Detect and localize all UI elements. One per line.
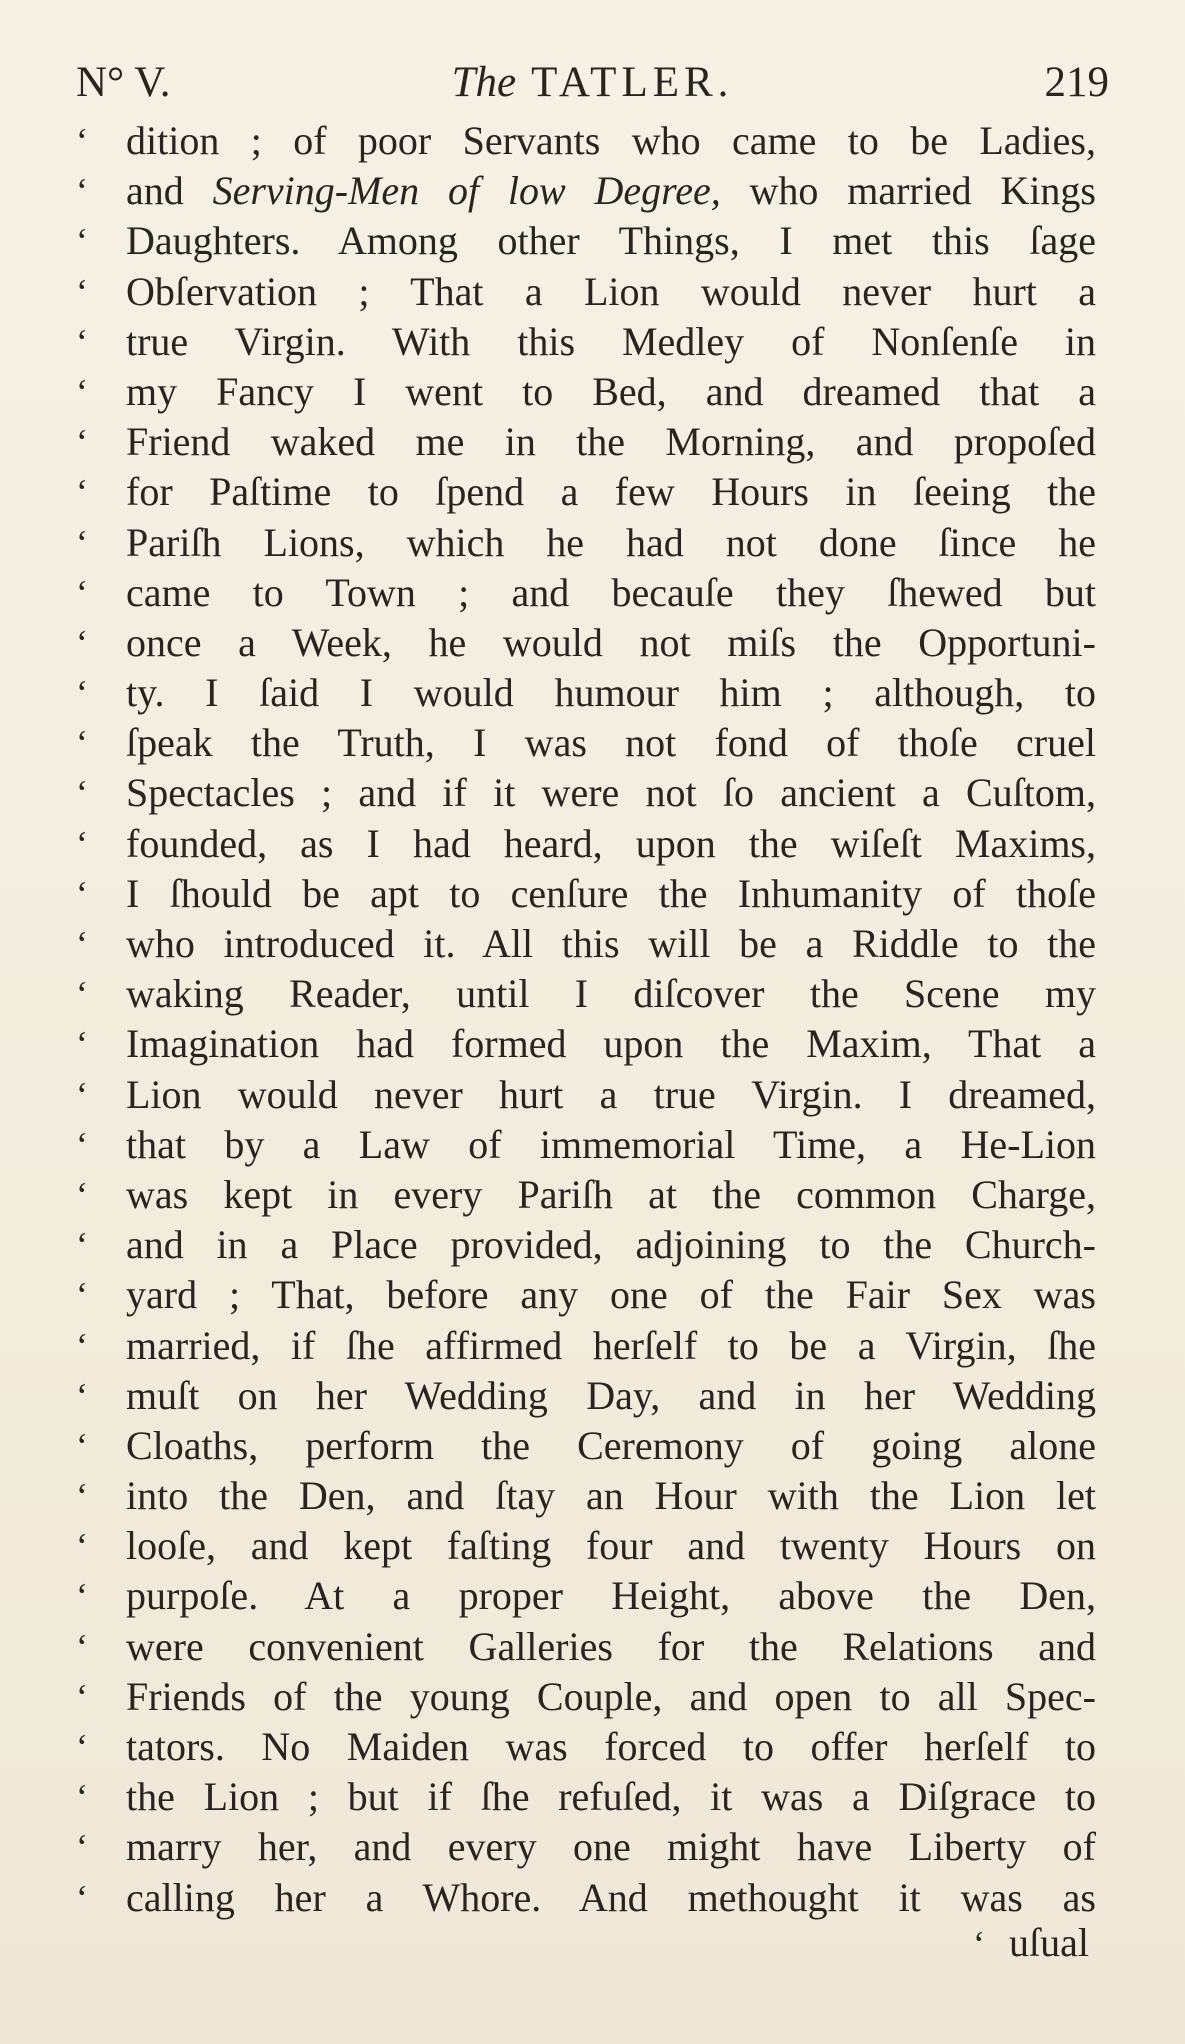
- text-line: [76, 1521, 1096, 1571]
- text-line: [76, 869, 1096, 919]
- title-prefix: The: [451, 59, 517, 106]
- text-line: [76, 1622, 1096, 1672]
- quote-mark: ‘: [76, 1877, 88, 1918]
- text-line: [76, 518, 1096, 568]
- text-line: [76, 919, 1096, 969]
- quote-mark: ‘: [76, 371, 88, 412]
- quote-mark: ‘: [76, 1827, 88, 1868]
- text-line: [76, 1321, 1096, 1371]
- line-text: Daughters. Among other Things, I met this ſage: [126, 218, 1096, 264]
- text-line: [76, 668, 1096, 718]
- line-text: muſt on her Wedding Day, and in her Wedding: [126, 1372, 1096, 1418]
- publication-title: [76, 58, 1109, 107]
- text-line: [76, 1220, 1096, 1270]
- quote-mark: ‘: [76, 1777, 88, 1818]
- running-header: [76, 58, 1109, 118]
- text-line: [76, 568, 1096, 618]
- quote-mark: ‘: [76, 773, 88, 814]
- line-text: waking Reader, until I diſcover the Scene my: [126, 971, 1096, 1017]
- text-line: [76, 1421, 1096, 1471]
- line-text: that by a Law of immemorial Time, a He-Lion: [126, 1121, 1096, 1167]
- line-text: ſpeak the Truth, I was not fond of thoſe cruel: [126, 720, 1096, 766]
- quote-mark: ‘: [76, 422, 88, 463]
- text-line: [76, 1270, 1096, 1320]
- text-line: [76, 417, 1096, 467]
- quote-mark: ‘: [973, 1924, 986, 1964]
- line-text: purpoſe. At a proper Height, above the Den,: [126, 1573, 1096, 1619]
- quote-mark: ‘: [76, 1476, 88, 1517]
- body-text: [76, 116, 1096, 1923]
- text-line: [76, 116, 1096, 166]
- text-line: [76, 1772, 1096, 1822]
- text-line: [76, 1873, 1096, 1923]
- line-text: and in a Place provided, adjoining to the Church-: [126, 1222, 1096, 1268]
- quote-mark: ‘: [76, 1325, 88, 1366]
- title-main: TATLER.: [531, 59, 734, 106]
- quote-mark: ‘: [76, 1375, 88, 1416]
- line-text: the Lion ; but if ſhe refuſed, it was a Diſgrace to: [126, 1774, 1096, 1820]
- line-text-part: and: [126, 168, 213, 214]
- quote-mark: ‘: [76, 924, 88, 964]
- quote-mark: ‘: [76, 1074, 88, 1115]
- line-text-part: who married Kings: [720, 168, 1096, 214]
- text-line: [76, 1170, 1096, 1220]
- line-text: true Virgin. With this Medley of Nonſenſe in: [126, 318, 1096, 364]
- quote-mark: ‘: [76, 1275, 88, 1316]
- line-text: into the Den, and ſtay an Hour with the Lion let: [126, 1473, 1096, 1519]
- quote-mark: ‘: [76, 823, 88, 864]
- line-text-italic: Serving-Men of low Degree,: [212, 168, 721, 214]
- quote-mark: ‘: [76, 873, 88, 914]
- page-number: 219: [1044, 59, 1109, 106]
- line-text: were convenient Galleries for the Relations and: [126, 1623, 1096, 1669]
- text-line: [76, 768, 1096, 818]
- line-text: Cloaths, perform the Ceremony of going alone: [126, 1422, 1096, 1468]
- text-line: [76, 1471, 1096, 1521]
- line-text: founded, as I had heard, upon the wiſeſt Maxims,: [126, 820, 1096, 866]
- text-line: [76, 1070, 1096, 1120]
- text-line: [76, 1822, 1096, 1872]
- line-text: yard ; That, before any one of the Fair Sex was: [126, 1272, 1096, 1318]
- quote-mark: ‘: [76, 974, 88, 1015]
- quote-mark: ‘: [76, 1425, 88, 1466]
- quote-mark: ‘: [76, 673, 88, 714]
- text-line: [76, 367, 1096, 417]
- line-text: calling her a Whore. And methought it was as: [126, 1874, 1096, 1920]
- text-line: [76, 317, 1096, 367]
- line-text: was kept in every Pariſh at the common Charge,: [126, 1171, 1096, 1217]
- quote-mark: ‘: [76, 1174, 88, 1215]
- quote-mark: ‘: [76, 1626, 88, 1667]
- line-text: for Paſtime to ſpend a few Hours in ſeeing the: [126, 469, 1096, 515]
- catchword-text: uſual: [1009, 1920, 1089, 1965]
- line-text: my Fancy I went to Bed, and dreamed that a: [126, 368, 1096, 414]
- line-text: Spectacles ; and if it were not ſo ancient a Cuſtom,: [126, 770, 1096, 816]
- text-line: [76, 819, 1096, 869]
- line-text: Friends of the young Couple, and open to all Spec-: [126, 1673, 1096, 1719]
- text-line: [76, 216, 1096, 266]
- line-text: Friend waked me in the Morning, and propoſed: [126, 419, 1096, 465]
- quote-mark: ‘: [76, 472, 88, 513]
- text-line: [76, 1019, 1096, 1069]
- quote-mark: ‘: [76, 622, 88, 663]
- quote-mark: ‘: [76, 1576, 88, 1617]
- line-text: tators. No Maiden was forced to offer herſelf to: [126, 1724, 1096, 1769]
- text-line: [76, 1120, 1096, 1170]
- line-text: [126, 166, 1096, 216]
- line-text: ty. I ſaid I would humour him ; although, to: [126, 670, 1096, 716]
- text-line: [76, 1672, 1096, 1722]
- line-text: Imagination had formed upon the Maxim, That a: [126, 1021, 1096, 1067]
- quote-mark: ‘: [76, 1727, 88, 1767]
- line-text: Obſervation ; That a Lion would never hurt a: [126, 268, 1096, 314]
- quote-mark: ‘: [76, 1124, 88, 1165]
- quote-mark: ‘: [76, 221, 88, 262]
- text-line: [76, 467, 1096, 517]
- quote-mark: ‘: [76, 1526, 88, 1567]
- quote-mark: ‘: [76, 121, 88, 161]
- line-text: marry her, and every one might have Liberty of: [126, 1824, 1096, 1870]
- line-text: who introduced it. All this will be a Riddle to the: [126, 921, 1096, 966]
- quote-mark: ‘: [76, 271, 88, 312]
- line-text: Lion would never hurt a true Virgin. I dreamed,: [126, 1071, 1096, 1117]
- text-line: [76, 1571, 1096, 1621]
- quote-mark: ‘: [76, 1676, 88, 1717]
- issue-number: N° V.: [76, 59, 171, 106]
- text-line: [76, 166, 1096, 216]
- quote-mark: ‘: [76, 171, 88, 212]
- catchword: [973, 1918, 1089, 1969]
- text-line: [76, 1371, 1096, 1421]
- quote-mark: ‘: [76, 522, 88, 563]
- line-text: married, if ſhe affirmed herſelf to be a Virgin, ſhe: [126, 1322, 1096, 1368]
- text-line: [76, 1722, 1096, 1772]
- quote-mark: ‘: [76, 1225, 88, 1266]
- line-text: I ſhould be apt to cenſure the Inhumanity of thoſe: [126, 870, 1096, 916]
- text-line: [76, 267, 1096, 317]
- text-line: [76, 718, 1096, 768]
- line-text: once a Week, he would not miſs the Opportuni-: [126, 619, 1096, 665]
- line-text: came to Town ; and becauſe they ſhewed but: [126, 569, 1096, 615]
- quote-mark: ‘: [76, 321, 88, 362]
- quote-mark: ‘: [76, 723, 88, 764]
- quote-mark: ‘: [76, 572, 88, 613]
- line-text: dition ; of poor Servants who came to be Ladies,: [126, 118, 1096, 163]
- line-text: Pariſh Lions, which he had not done ſince he: [126, 519, 1096, 565]
- line-text: looſe, and kept faſting four and twenty Hours on: [126, 1523, 1096, 1569]
- text-line: [76, 618, 1096, 668]
- quote-mark: ‘: [76, 1024, 88, 1065]
- text-line: [76, 969, 1096, 1019]
